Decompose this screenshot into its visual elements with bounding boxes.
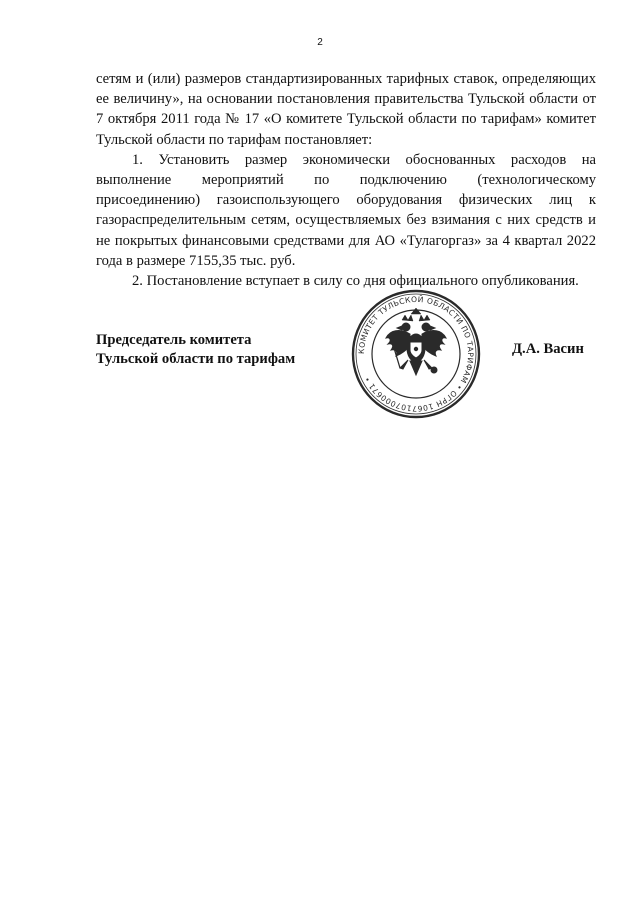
signatory-title-line-1: Председатель комитета [96,332,252,348]
paragraph-item-2: 2. Постановление вступает в силу со дня официального опубликования. [132,273,579,290]
signatory-name: Д.А. Васин [512,341,584,357]
seal-ring-text: КОМИТЕТ ТУЛЬСКОЙ ОБЛАСТИ ПО ТАРИФАМ • ОГРН 1067107000671 • [356,294,476,414]
paragraph-intro: сетям и (или) размеров стандартизированных тарифных ставок, определяющих ее величину», на основании постановления правительства Тульской области от 7 октября 2011 года № 17 «О комитете Тульской области по тарифам» комитет Тульской области по тарифам постановляет: [96,71,596,148]
paragraph-item-1: 1. Установить размер экономически обоснованных расходов на выполнение мероприятий по подключению (технологическому присоединению) газоиспользующего оборудования физических лиц к газораспределительным сетям, осуществляемых без взимания с них средств и не покрытых финансовыми средствами для АО «Тулагоргаз» за 4 квартал 2022 года в размере 7155,35 тыс. руб. [96,151,596,269]
signatory-title [96,331,336,369]
official-seal [350,288,482,420]
signatory-title-line-2: Тульской области по тарифам [96,351,296,367]
page-number: 2 [317,37,323,48]
document-body [96,69,596,291]
double-headed-eagle-icon [386,308,446,375]
